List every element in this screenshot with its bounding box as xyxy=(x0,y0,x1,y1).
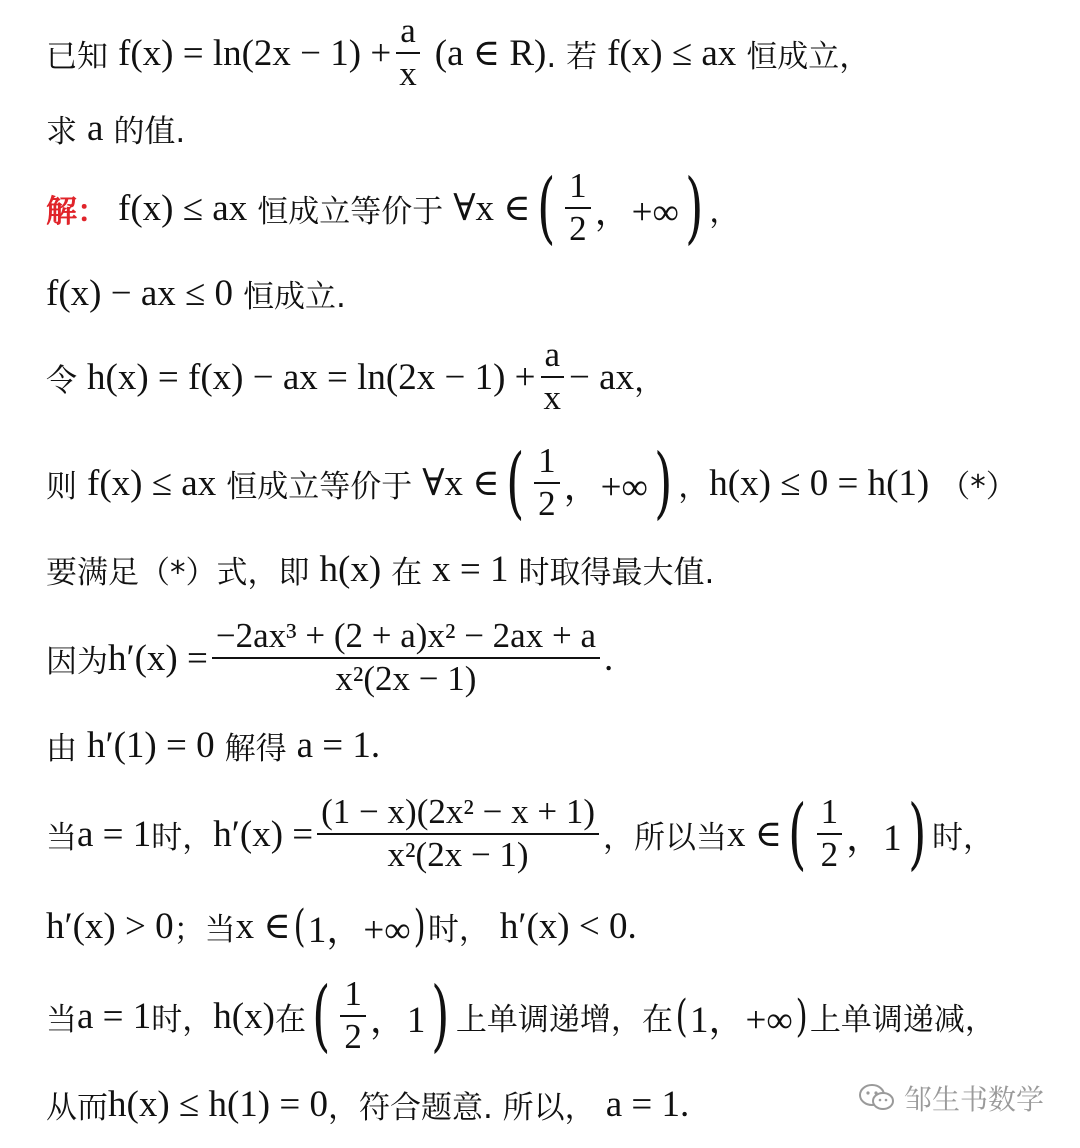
text: 时， xyxy=(151,819,214,856)
fraction-numerator: a xyxy=(541,337,565,378)
fraction xyxy=(395,13,421,93)
text: 由 xyxy=(46,730,77,767)
math: . xyxy=(370,724,381,766)
text: 恒成立. xyxy=(243,278,346,315)
math: h′(x) < 0 xyxy=(499,905,628,947)
left-paren: ( xyxy=(675,990,688,1042)
fraction-denominator: 2 xyxy=(820,835,839,874)
right-paren: ) xyxy=(684,163,704,253)
left-paren: ( xyxy=(536,163,556,253)
watermark xyxy=(858,1078,1044,1118)
solution-line-8 xyxy=(46,782,1050,886)
fraction-numerator: a xyxy=(396,13,420,54)
text: 当 xyxy=(46,1001,77,1038)
text: 的值. xyxy=(113,113,186,150)
solution-line-6 xyxy=(46,606,1050,710)
math: ∀x ∈ xyxy=(453,188,531,229)
text: 时， xyxy=(151,1001,214,1038)
text: 要满足（*）式，即 xyxy=(46,554,310,591)
solution-line-10 xyxy=(46,964,1050,1068)
text: ， xyxy=(678,468,710,505)
math: f(x) ≤ ax xyxy=(607,32,737,74)
math: a = 1 xyxy=(296,724,371,766)
fraction-numerator: (1 − x)(2x² − x + 1) xyxy=(317,794,599,835)
math: f(x) ≤ ax xyxy=(87,462,217,504)
left-paren: ( xyxy=(788,789,807,879)
left-paren: ( xyxy=(293,900,306,952)
math: x = 1 xyxy=(432,548,509,590)
math: h(x) xyxy=(213,995,275,1037)
math: h′(x) = xyxy=(213,813,314,855)
text: 则 xyxy=(46,468,77,505)
solution-line-2 xyxy=(46,268,1050,318)
fraction-numerator: 1 xyxy=(340,976,366,1017)
right-paren: ) xyxy=(653,438,673,528)
math: a = 1 xyxy=(605,1083,680,1125)
text: 时， xyxy=(932,819,995,856)
text: 恒成立等价于 xyxy=(226,468,413,505)
math: h(x) ≤ 0 = h(1) xyxy=(709,462,930,504)
math: x ∈ xyxy=(727,814,783,855)
fraction xyxy=(817,794,843,874)
fraction xyxy=(534,443,560,523)
math: h′(x) > 0 xyxy=(46,905,174,947)
math: x ∈ xyxy=(235,906,291,947)
math: h(x) ≤ h(1) = 0 xyxy=(108,1083,328,1125)
math: ，1 xyxy=(369,1000,426,1041)
fraction-denominator: x xyxy=(399,54,417,93)
text: 恒成立等价于 xyxy=(257,193,444,230)
math: − ax xyxy=(569,356,635,398)
math: a = 1 xyxy=(77,995,152,1037)
text: . 若 xyxy=(546,38,598,75)
math: a xyxy=(87,107,104,149)
fraction-denominator: x xyxy=(543,378,562,417)
fraction xyxy=(540,337,566,417)
wechat-icon xyxy=(858,1083,896,1113)
text: ；当 xyxy=(173,911,236,948)
right-paren: ) xyxy=(795,990,808,1042)
text: 上单调递增，在 xyxy=(455,1001,673,1038)
fraction-numerator: 1 xyxy=(565,168,591,209)
text: ，符合题意. 所以， xyxy=(327,1089,596,1126)
math: a = 1 xyxy=(77,813,152,855)
math: h(x) xyxy=(319,548,382,590)
solution-line-5 xyxy=(46,544,1050,594)
math: h′(1) = 0 xyxy=(87,724,215,766)
text: 在 xyxy=(391,554,423,591)
math: h(x) = f(x) − ax = ln(2x − 1) + xyxy=(87,356,536,398)
fraction xyxy=(212,618,600,698)
text: 求 xyxy=(46,113,77,150)
math: 1，+∞ xyxy=(690,1000,793,1041)
fraction-denominator: 2 xyxy=(569,209,587,248)
text: 上单调递减， xyxy=(809,1001,996,1038)
fraction xyxy=(317,794,599,874)
watermark-text: 邹生书数学 xyxy=(903,1083,1044,1116)
math: f(x) − ax ≤ 0 xyxy=(46,272,234,314)
fraction-numerator: −2ax³ + (2 + a)x² − 2ax + a xyxy=(212,618,600,659)
math: h′(x) = xyxy=(108,637,208,679)
fraction-numerator: 1 xyxy=(817,794,843,835)
fraction-denominator: x²(2x − 1) xyxy=(387,835,529,874)
fraction-denominator: 2 xyxy=(344,1017,362,1056)
math: ，1 xyxy=(846,818,902,859)
right-paren: ) xyxy=(413,900,426,952)
fraction-denominator: x²(2x − 1) xyxy=(335,659,477,698)
text: 时， xyxy=(427,911,490,948)
math: . xyxy=(604,637,614,679)
math: . xyxy=(679,1083,690,1125)
fraction-denominator: 2 xyxy=(538,484,556,523)
text: 已知 xyxy=(46,38,108,75)
text: 从而 xyxy=(46,1089,108,1126)
solution-label: 解： xyxy=(46,193,108,230)
math: (a ∈ R) xyxy=(434,33,547,74)
text: 因为 xyxy=(46,643,108,680)
problem-line-1 xyxy=(46,8,1050,98)
math: ，+∞ xyxy=(594,192,679,233)
solution-line-1 xyxy=(46,158,1050,258)
math: f(x) ≤ ax xyxy=(118,187,248,229)
right-paren: ) xyxy=(431,971,450,1061)
left-paren: ( xyxy=(312,971,331,1061)
math: f(x) = ln(2x − 1) + xyxy=(118,32,392,74)
text: ， xyxy=(634,362,666,399)
text: ，所以当 xyxy=(603,819,727,856)
math: 1，+∞ xyxy=(307,910,411,951)
text: （*） xyxy=(939,468,1017,505)
left-paren: ( xyxy=(505,438,525,528)
text: ， xyxy=(709,193,741,230)
text: 当 xyxy=(46,819,77,856)
fraction xyxy=(565,168,591,248)
fraction xyxy=(340,976,366,1056)
text: 解得 xyxy=(224,730,287,767)
solution-line-9 xyxy=(46,896,1050,956)
text: 时取得最大值. xyxy=(518,554,715,591)
problem-line-2 xyxy=(46,104,1050,152)
math: ∀x ∈ xyxy=(422,463,500,504)
text: 在 xyxy=(274,1001,306,1038)
right-paren: ) xyxy=(907,789,926,879)
math: . xyxy=(627,905,637,947)
text: 令 xyxy=(46,362,77,399)
fraction-numerator: 1 xyxy=(534,443,560,484)
text: 恒成立， xyxy=(746,38,871,75)
math: ，+∞ xyxy=(563,467,648,508)
solution-line-3 xyxy=(46,330,1050,424)
solution-line-7 xyxy=(46,718,1050,772)
solution-line-4 xyxy=(46,432,1050,534)
